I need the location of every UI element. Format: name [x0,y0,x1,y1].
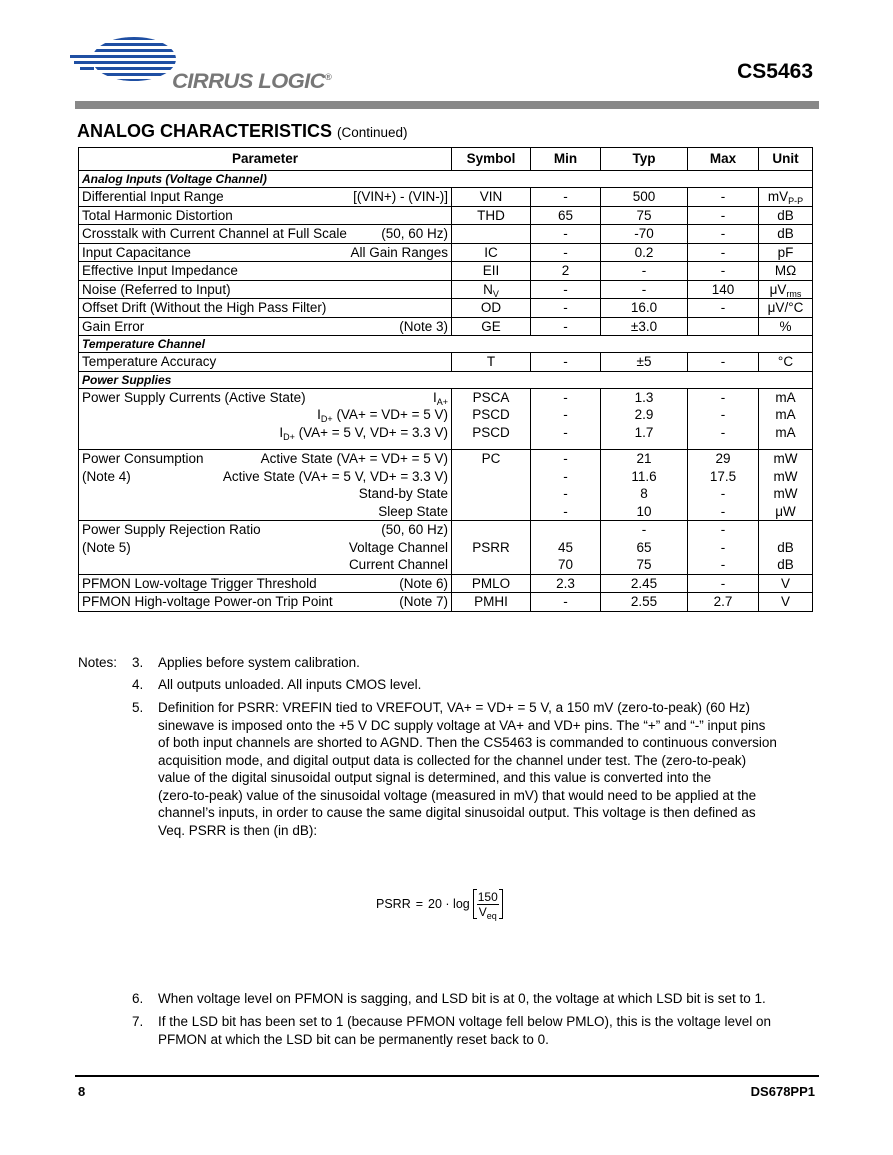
table-row: Noise (Referred to Input) $N_V$ - - 140 $\mu V_{rms}$ [79,280,813,299]
category-row: Temperature Channel [79,336,813,353]
psrr-formula: PSRR = 20 · log $\frac{150}{V_{eq}}$ [376,889,503,919]
document-id: CS5463 [737,60,813,83]
category-row: Power Supplies [79,371,813,388]
table-row: Gain Error (Note 3) GE - ±3.0 % [79,317,813,336]
table-row: Effective Input Impedance EII 2 - - MΩ [79,262,813,281]
company-logo-text: CIRRUS LOGIC® [172,70,332,93]
header-rule [75,101,819,109]
category-row: Analog Inputs (Voltage Channel) [79,171,813,188]
analog-characteristics-table [78,147,813,612]
table-row: Crosstalk with Current Channel at Full Scale (50, 60 Hz) - -70 - dB [79,225,813,244]
table-row: Temperature Accuracy T - ±5 - °C [79,353,813,372]
table-row: Input Capacitance All Gain Ranges IC - 0.2 - pF [79,243,813,262]
column-header: Typ [601,148,688,171]
cirrus-logo-mark-icon [70,36,180,100]
column-header: Max [688,148,759,171]
footer-rule [75,1075,819,1077]
table-header-row [79,148,813,171]
table-row: PFMON Low-voltage Trigger Threshold (Note 6) PMLO 2.3 2.45 - V [79,574,813,593]
table-row: Power Supply Currents (Active State) $I_{A+}$ $I_{D+}$ (VA+ = VD+ = 5 V) $I_{D+}$ (VA+ = 5 V, VD+ = 3.3 V) PSCA PSCD PSCD - - - 1.3 2.9 1.7 - - - mA mA mA [79,388,813,450]
column-header: Symbol [452,148,531,171]
column-header: Min [531,148,601,171]
column-header: Parameter [79,148,452,171]
table-row: Differential Input Range [(VIN+) - (VIN-)] VIN - 500 - $mV_{P-P}$ [79,188,813,207]
section-title: ANALOG CHARACTERISTICS (Continued) [77,121,408,141]
table-row: Total Harmonic Distortion THD 65 75 - dB [79,206,813,225]
table-row: PFMON High-voltage Power-on Trip Point (Note 7) PMHI - 2.55 2.7 V [79,593,813,612]
column-header: Unit [759,148,813,171]
page-number: 8 [78,1084,86,1099]
footer-document-id: DS678PP1 [750,1084,815,1099]
table-row: Offset Drift (Without the High Pass Filter) OD - 16.0 - μV/°C [79,299,813,318]
table-row: Power Supply Rejection Ratio (50, 60 Hz) (Note 5) Voltage Channel Current Channel PSRR 45 70 - 65 75 - - - dB dB [79,521,813,575]
table-row: Power Consumption Active State (VA+ = VD+ = 5 V) (Note 4) Active State (VA+ = 5 V, VD+ = 3.3 V) Stand-by State Sleep State PC - - - - 21 11.6 8 10 29 17.5 - - mW mW mW μW [79,450,813,521]
